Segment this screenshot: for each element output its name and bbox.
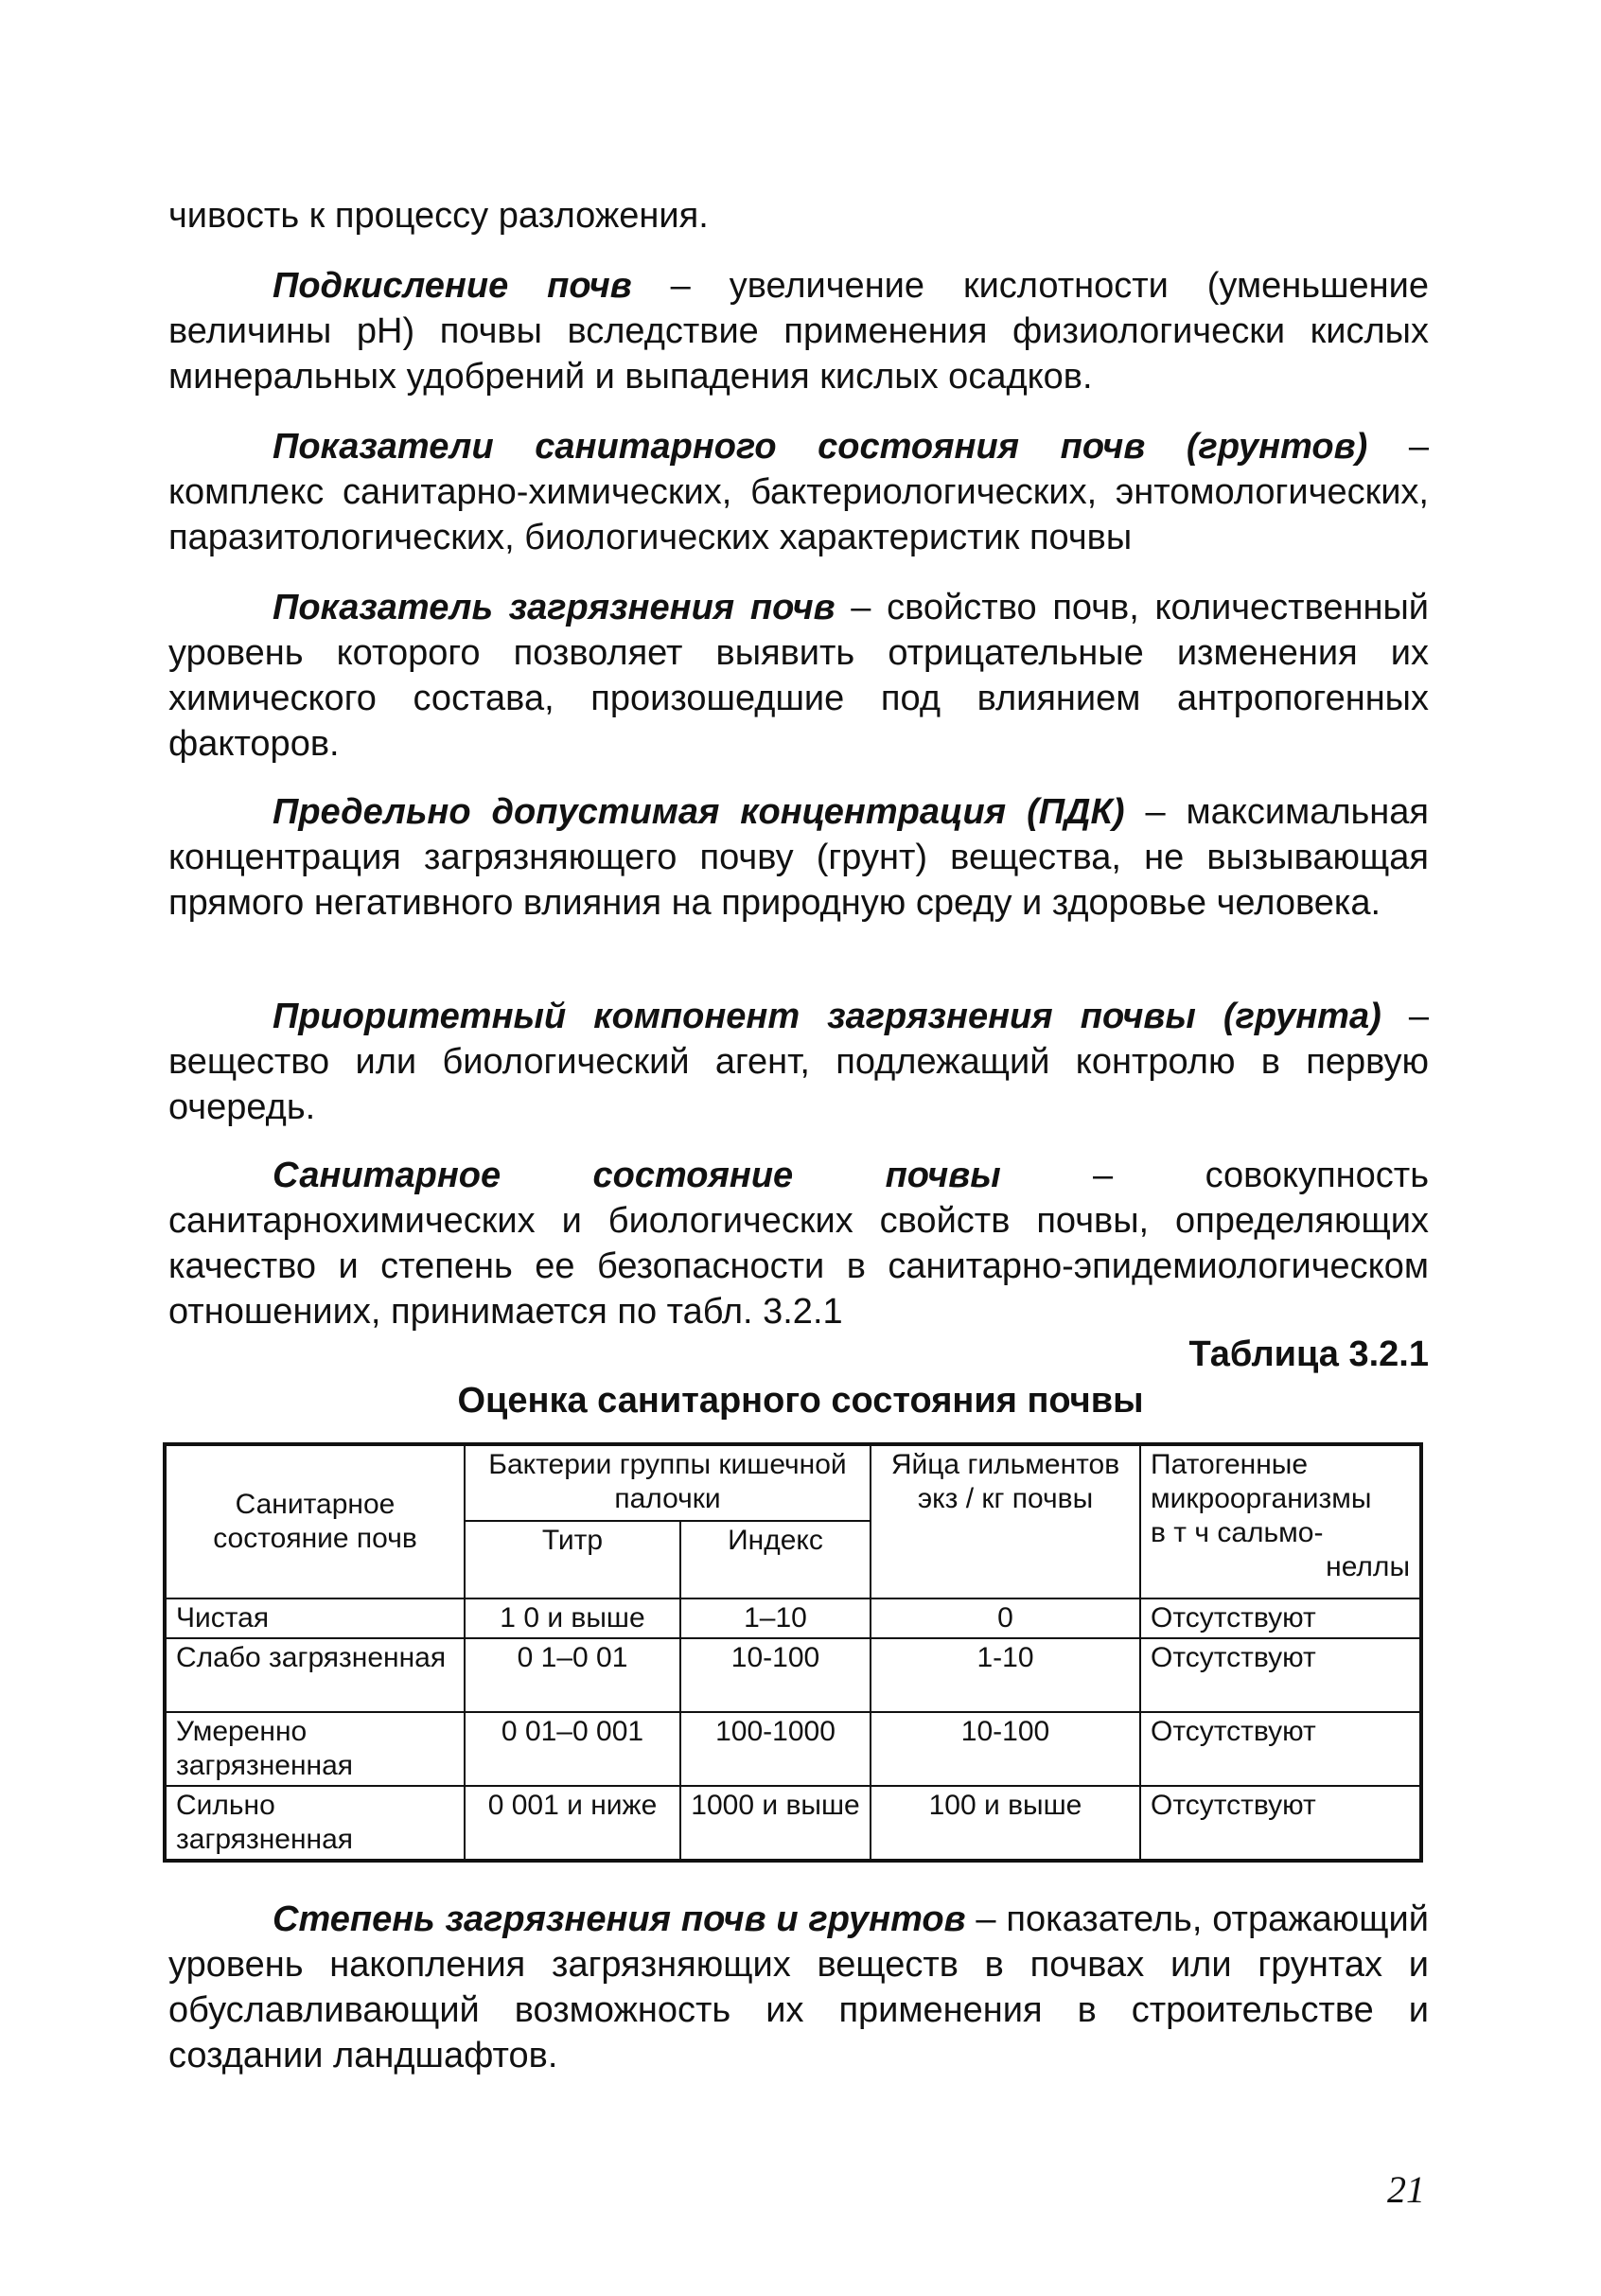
table-row [165,1786,1421,1861]
definition-text: – комплекс санитарно-химических, бактериологических, энтомологических, паразитологических, биологических характеристик почвы [168,427,1429,557]
definition-4 [168,994,1429,1130]
cell-eggs: 0 [871,1598,1140,1638]
cell-state: Чистая [165,1598,465,1638]
definition-5 [168,1153,1429,1334]
cell-titer: 0 1–0 01 [465,1638,680,1712]
cell-index: 10-100 [680,1638,871,1712]
definition-text: – вещество или биологический агент, подлежащий контролю в первую очередь. [168,997,1429,1127]
table-row [165,1598,1421,1638]
table-header-row [165,1444,1421,1521]
cell-eggs: 100 и выше [871,1786,1140,1861]
cell-state: Умеренно загрязненная [165,1712,465,1786]
header-pathogens-note: в т ч сальмо- [1151,1517,1324,1548]
header-index: Индекс [680,1521,871,1598]
definition-3 [168,789,1429,926]
sanitary-state-table [163,1442,1423,1863]
definition-text: – увеличение кислотности (уменьшение величины pH) почвы вследствие применения физиологически кислых минеральных удобрений и выпадения кислых осадков. [168,266,1430,397]
table-number: Таблица 3.2.1 [1188,1334,1429,1374]
header-eggs: Яйца гильментов экз / кг почвы [871,1444,1140,1598]
cell-index: 1000 и выше [680,1786,871,1861]
header-state: Санитарное состояние почв [165,1444,465,1598]
term-pollution-indicator: Показатель загрязнения почв [273,588,836,627]
term-sanitary-indicators: Показатели санитарного состояния почв (грунтов) [273,427,1368,467]
definition-1 [168,424,1429,560]
cell-pathogens: Отсутствуют [1140,1638,1421,1712]
term-mpc: Предельно допустимая концентрация (ПДК) [273,792,1125,832]
header-pathogens-label: Патогенные микроорганизмы [1151,1449,1372,1514]
term-priority-component: Приоритетный компонент загрязнения почвы (грунта) [273,997,1381,1036]
header-bacteria: Бактерии группы кишечной палочки [465,1444,871,1521]
definition-final [168,1897,1429,2078]
header-pathogens-note-end: неллы [1326,1551,1410,1582]
cell-eggs: 1-10 [871,1638,1140,1712]
cell-index: 100-1000 [680,1712,871,1786]
table-row [165,1712,1421,1786]
cell-eggs: 10-100 [871,1712,1140,1786]
term-sanitary-state: Санитарное состояние почвы [273,1156,1001,1195]
cell-state: Слабо загрязненная [165,1638,465,1712]
definition-text: – показатель, отражающий уровень накопления загрязняющих веществ в почвах или грунтах и обуславливающий возможность их применения в строительстве и создании ландшафтов. [168,1899,1430,2075]
intro-block [168,193,1429,238]
cell-pathogens: Отсутствуют [1140,1786,1421,1861]
term-acidification: Подкисление почв [273,266,632,306]
page-number: 21 [1387,2168,1425,2211]
definition-text: – свойство почв, количественный уровень которого позволяет выявить отрицательные изменения их химического состава, произошедшие под влиянием антропогенных факторов. [168,588,1429,764]
term-pollution-degree: Степень загрязнения почв и грунтов [273,1899,966,1939]
intro-line: чивость к процессу разложения. [168,196,709,236]
table-title: Оценка санитарного состояния почвы [457,1381,1144,1421]
definition-0 [168,263,1429,399]
cell-state: Сильно загрязненная [165,1786,465,1861]
table-row [165,1638,1421,1712]
cell-titer: 0 01–0 001 [465,1712,680,1786]
header-titer: Титр [465,1521,680,1598]
cell-index: 1–10 [680,1598,871,1638]
cell-pathogens: Отсутствуют [1140,1712,1421,1786]
cell-titer: 1 0 и выше [465,1598,680,1638]
definition-text: – максимальная концентрация загрязняющего почву (грунт) вещества, не вызывающая прямого негативного влияния на природную среду и здоровье человека. [168,792,1429,923]
header-pathogens [1140,1444,1421,1598]
cell-pathogens: Отсутствуют [1140,1598,1421,1638]
cell-titer: 0 001 и ниже [465,1786,680,1861]
definition-2 [168,585,1429,767]
definition-text: – совокупность санитарнохимических и биологических свойств почвы, определяющих качество и степень ее безопасности в санитарно-эпидемиологическом отношениих, принимается по табл. 3.2.1 [168,1156,1429,1332]
